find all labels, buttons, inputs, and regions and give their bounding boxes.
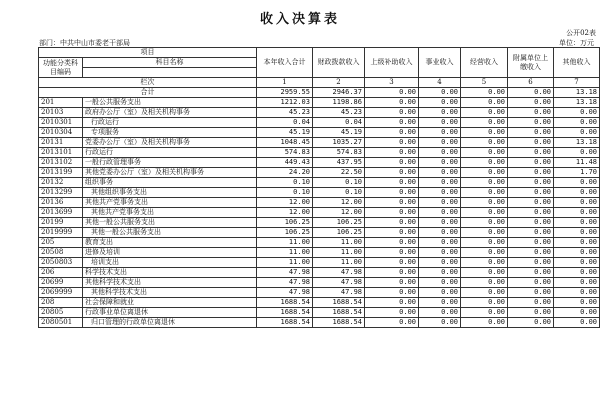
name-cell: 社会保障和就业 <box>83 298 257 308</box>
value-cell: 0.00 <box>508 248 554 258</box>
code-cell: 2013102 <box>39 158 83 168</box>
value-cell: 1688.54 <box>313 318 365 328</box>
value-cell: 0.00 <box>419 158 461 168</box>
value-cell: 0.00 <box>365 188 419 198</box>
name-cell: 一般公共服务支出 <box>83 98 257 108</box>
code-cell: 2080501 <box>39 318 83 328</box>
value-cell: 0.00 <box>554 148 600 158</box>
name-cell: 行政运行 <box>83 118 257 128</box>
value-cell: 0.00 <box>461 268 508 278</box>
code-cell: 206 <box>39 268 83 278</box>
value-cell: 0.00 <box>365 268 419 278</box>
value-cell: 1688.54 <box>313 308 365 318</box>
value-cell: 1688.54 <box>257 318 313 328</box>
code-cell: 2013101 <box>39 148 83 158</box>
value-cell: 0.00 <box>419 128 461 138</box>
value-cell: 0.00 <box>419 148 461 158</box>
value-cell: 1048.45 <box>257 138 313 148</box>
value-cell: 0.00 <box>461 298 508 308</box>
value-cell: 0.00 <box>419 258 461 268</box>
table-row <box>39 218 600 228</box>
value-cell: 0.00 <box>461 318 508 328</box>
value-cell: 0.00 <box>461 288 508 298</box>
code-cell: 2010304 <box>39 128 83 138</box>
total-cell: 0.00 <box>461 88 508 98</box>
table-row <box>39 278 600 288</box>
value-cell: 0.00 <box>508 208 554 218</box>
table-row <box>39 168 600 178</box>
department-label: 部门：中共中山市委老干部局 <box>39 39 130 47</box>
value-cell: 0.00 <box>419 288 461 298</box>
value-cell: 574.83 <box>257 148 313 158</box>
name-cell: 政府办公厅（室）及相关机构事务 <box>83 108 257 118</box>
code-cell: 20132 <box>39 178 83 188</box>
value-cell: 0.00 <box>365 308 419 318</box>
value-cell: 0.00 <box>419 138 461 148</box>
table-row <box>39 248 600 258</box>
name-header: 科目名称 <box>83 58 257 68</box>
value-cell: 0.00 <box>461 188 508 198</box>
value-cell: 1212.03 <box>257 98 313 108</box>
value-cell: 11.00 <box>257 238 313 248</box>
table-row <box>39 158 600 168</box>
code-cell: 2013199 <box>39 168 83 178</box>
value-cell: 0.00 <box>365 158 419 168</box>
unit-label: 单位：万元 <box>559 39 594 47</box>
value-cell: 0.10 <box>313 188 365 198</box>
value-cell: 11.00 <box>313 248 365 258</box>
code-cell: 20199 <box>39 218 83 228</box>
value-cell: 0.00 <box>508 138 554 148</box>
value-cell: 0.00 <box>554 298 600 308</box>
value-cell: 0.00 <box>508 198 554 208</box>
code-cell: 20131 <box>39 138 83 148</box>
code-cell: 20136 <box>39 198 83 208</box>
value-cell: 0.00 <box>508 118 554 128</box>
value-cell: 0.00 <box>508 188 554 198</box>
value-cell: 0.00 <box>461 168 508 178</box>
value-cell: 0.00 <box>554 308 600 318</box>
value-cell: 0.04 <box>257 118 313 128</box>
form-code: 公开02表 <box>566 29 596 37</box>
col-header: 其他收入 <box>554 48 600 78</box>
value-cell: 0.00 <box>365 238 419 248</box>
value-cell: 0.00 <box>365 318 419 328</box>
value-cell: 11.00 <box>313 258 365 268</box>
code-cell: 208 <box>39 298 83 308</box>
table-row <box>39 298 600 308</box>
value-cell: 0.00 <box>365 228 419 238</box>
value-cell: 0.00 <box>554 118 600 128</box>
name-cell: 一般行政管理事务 <box>83 158 257 168</box>
total-label: 合计 <box>39 88 257 98</box>
value-cell: 0.00 <box>554 208 600 218</box>
value-cell: 106.25 <box>313 228 365 238</box>
value-cell: 0.00 <box>419 98 461 108</box>
value-cell: 0.10 <box>313 178 365 188</box>
value-cell: 0.00 <box>461 148 508 158</box>
item-header: 项目 <box>39 48 257 58</box>
value-cell: 0.00 <box>419 238 461 248</box>
name-cell: 专项服务 <box>83 128 257 138</box>
value-cell: 1688.54 <box>257 298 313 308</box>
code-header: 功能分类科目编码 <box>39 58 83 78</box>
page-title: 收入决算表 <box>259 12 340 27</box>
value-cell: 0.00 <box>365 278 419 288</box>
code-cell: 2069999 <box>39 288 83 298</box>
value-cell: 47.98 <box>313 278 365 288</box>
value-cell: 0.00 <box>365 198 419 208</box>
code-cell: 2019999 <box>39 228 83 238</box>
col-number: 4 <box>419 78 461 88</box>
value-cell: 11.48 <box>554 158 600 168</box>
value-cell: 0.00 <box>365 178 419 188</box>
value-cell: 24.20 <box>257 168 313 178</box>
value-cell: 0.00 <box>554 108 600 118</box>
value-cell: 0.00 <box>554 178 600 188</box>
name-cell: 教育支出 <box>83 238 257 248</box>
value-cell: 1688.54 <box>257 308 313 318</box>
value-cell: 0.00 <box>461 108 508 118</box>
code-cell: 2050803 <box>39 258 83 268</box>
value-cell: 0.00 <box>554 128 600 138</box>
name-cell: 科学技术支出 <box>83 268 257 278</box>
value-cell: 0.00 <box>365 118 419 128</box>
name-cell: 其他组织事务支出 <box>83 188 257 198</box>
col-header: 本年收入合计 <box>257 48 313 78</box>
value-cell: 0.00 <box>508 98 554 108</box>
name-cell: 其他共产党事务支出 <box>83 208 257 218</box>
value-cell: 12.00 <box>257 208 313 218</box>
col-header: 事业收入 <box>419 48 461 78</box>
code-cell: 201 <box>39 98 83 108</box>
value-cell: 47.98 <box>257 278 313 288</box>
value-cell: 0.00 <box>461 208 508 218</box>
col-header: 财政拨款收入 <box>313 48 365 78</box>
table-row <box>39 238 600 248</box>
value-cell: 0.00 <box>508 178 554 188</box>
col-header: 上级补助收入 <box>365 48 419 78</box>
col-number: 1 <box>257 78 313 88</box>
value-cell: 0.10 <box>257 188 313 198</box>
name-cell: 培训支出 <box>83 258 257 268</box>
value-cell: 0.00 <box>554 288 600 298</box>
name-cell: 归口管理的行政单位离退休 <box>83 318 257 328</box>
value-cell: 0.00 <box>461 128 508 138</box>
value-cell: 574.83 <box>313 148 365 158</box>
value-cell: 0.00 <box>508 148 554 158</box>
value-cell: 0.00 <box>461 98 508 108</box>
value-cell: 47.98 <box>257 268 313 278</box>
value-cell: 0.00 <box>365 128 419 138</box>
value-cell: 22.50 <box>313 168 365 178</box>
value-cell: 0.00 <box>554 318 600 328</box>
value-cell: 0.00 <box>365 248 419 258</box>
value-cell: 0.00 <box>508 158 554 168</box>
value-cell: 106.25 <box>313 218 365 228</box>
value-cell: 106.25 <box>257 218 313 228</box>
value-cell: 0.00 <box>461 198 508 208</box>
value-cell: 0.00 <box>365 208 419 218</box>
total-cell: 0.00 <box>508 88 554 98</box>
col-number: 3 <box>365 78 419 88</box>
value-cell: 0.00 <box>419 248 461 258</box>
value-cell: 0.00 <box>508 268 554 278</box>
value-cell: 0.00 <box>419 228 461 238</box>
income-table <box>38 47 600 328</box>
value-cell: 0.00 <box>365 148 419 158</box>
value-cell: 45.19 <box>313 128 365 138</box>
value-cell: 1688.54 <box>313 298 365 308</box>
value-cell: 0.10 <box>257 178 313 188</box>
col-number: 2 <box>313 78 365 88</box>
value-cell: 0.00 <box>419 178 461 188</box>
col-number: 7 <box>554 78 600 88</box>
table-row <box>39 268 600 278</box>
value-cell: 47.98 <box>313 268 365 278</box>
code-cell: 2010301 <box>39 118 83 128</box>
table-row <box>39 318 600 328</box>
table-row <box>39 138 600 148</box>
value-cell: 0.00 <box>554 238 600 248</box>
col-header: 经营收入 <box>461 48 508 78</box>
value-cell: 0.00 <box>461 118 508 128</box>
table-row <box>39 258 600 268</box>
value-cell: 0.00 <box>554 198 600 208</box>
value-cell: 0.00 <box>461 138 508 148</box>
col-number: 5 <box>461 78 508 88</box>
table-row <box>39 128 600 138</box>
total-cell: 0.00 <box>365 88 419 98</box>
value-cell: 0.00 <box>461 218 508 228</box>
value-cell: 0.00 <box>365 98 419 108</box>
value-cell: 1035.27 <box>313 138 365 148</box>
value-cell: 0.00 <box>461 308 508 318</box>
value-cell: 1.70 <box>554 168 600 178</box>
value-cell: 0.00 <box>461 228 508 238</box>
value-cell: 0.00 <box>461 178 508 188</box>
value-cell: 0.00 <box>508 238 554 248</box>
value-cell: 0.00 <box>365 138 419 148</box>
table-row <box>39 148 600 158</box>
value-cell: 0.00 <box>554 258 600 268</box>
table-row <box>39 188 600 198</box>
value-cell: 0.00 <box>461 158 508 168</box>
value-cell: 11.00 <box>257 248 313 258</box>
value-cell: 45.23 <box>257 108 313 118</box>
total-cell: 2946.37 <box>313 88 365 98</box>
name-cell: 进修及培训 <box>83 248 257 258</box>
value-cell: 0.04 <box>313 118 365 128</box>
total-cell: 0.00 <box>419 88 461 98</box>
value-cell: 0.00 <box>419 168 461 178</box>
total-cell: 13.18 <box>554 88 600 98</box>
table-row <box>39 308 600 318</box>
name-cell: 行政运行 <box>83 148 257 158</box>
value-cell: 0.00 <box>419 268 461 278</box>
name-cell: 其他科学技术支出 <box>83 278 257 288</box>
value-cell: 12.00 <box>313 198 365 208</box>
value-cell: 13.18 <box>554 138 600 148</box>
value-cell: 0.00 <box>508 228 554 238</box>
value-cell: 47.98 <box>313 288 365 298</box>
value-cell: 0.00 <box>461 258 508 268</box>
lanci-header: 栏次 <box>39 78 257 88</box>
value-cell: 0.00 <box>365 258 419 268</box>
table-row <box>39 228 600 238</box>
table-row <box>39 98 600 108</box>
value-cell: 12.00 <box>313 208 365 218</box>
value-cell: 0.00 <box>419 208 461 218</box>
table-row <box>39 288 600 298</box>
value-cell: 0.00 <box>508 288 554 298</box>
value-cell: 13.18 <box>554 98 600 108</box>
value-cell: 0.00 <box>365 288 419 298</box>
value-cell: 0.00 <box>554 228 600 238</box>
value-cell: 0.00 <box>508 218 554 228</box>
value-cell: 0.00 <box>554 268 600 278</box>
value-cell: 45.23 <box>313 108 365 118</box>
value-cell: 0.00 <box>508 308 554 318</box>
value-cell: 47.98 <box>257 288 313 298</box>
col-number: 6 <box>508 78 554 88</box>
value-cell: 0.00 <box>419 198 461 208</box>
value-cell: 0.00 <box>554 278 600 288</box>
code-cell: 2013699 <box>39 208 83 218</box>
value-cell: 12.00 <box>257 198 313 208</box>
value-cell: 0.00 <box>508 298 554 308</box>
value-cell: 0.00 <box>508 278 554 288</box>
value-cell: 0.00 <box>461 248 508 258</box>
table-row <box>39 108 600 118</box>
value-cell: 0.00 <box>365 298 419 308</box>
code-cell: 205 <box>39 238 83 248</box>
table-row <box>39 178 600 188</box>
value-cell: 0.00 <box>365 108 419 118</box>
name-cell: 其他共产党事务支出 <box>83 198 257 208</box>
name-cell: 行政事业单位离退休 <box>83 308 257 318</box>
value-cell: 449.43 <box>257 158 313 168</box>
code-cell: 20699 <box>39 278 83 288</box>
name-cell: 其他科学技术支出 <box>83 288 257 298</box>
name-cell: 党委办公厅（室）及相关机构事务 <box>83 138 257 148</box>
value-cell: 0.00 <box>419 318 461 328</box>
value-cell: 106.25 <box>257 228 313 238</box>
value-cell: 0.00 <box>419 218 461 228</box>
total-cell: 2959.55 <box>257 88 313 98</box>
value-cell: 1198.86 <box>313 98 365 108</box>
value-cell: 0.00 <box>508 108 554 118</box>
value-cell: 0.00 <box>365 218 419 228</box>
code-cell: 20508 <box>39 248 83 258</box>
value-cell: 0.00 <box>508 128 554 138</box>
name-cell: 组织事务 <box>83 178 257 188</box>
value-cell: 0.00 <box>419 108 461 118</box>
value-cell: 0.00 <box>508 168 554 178</box>
value-cell: 0.00 <box>461 278 508 288</box>
name-cell: 其他一般公共服务支出 <box>83 228 257 238</box>
value-cell: 0.00 <box>419 308 461 318</box>
value-cell: 0.00 <box>365 168 419 178</box>
value-cell: 0.00 <box>419 278 461 288</box>
table-row <box>39 118 600 128</box>
name-cell: 其他党委办公厅（室）及相关机构事务 <box>83 168 257 178</box>
value-cell: 0.00 <box>554 248 600 258</box>
value-cell: 0.00 <box>419 118 461 128</box>
table-row <box>39 208 600 218</box>
value-cell: 0.00 <box>461 238 508 248</box>
code-cell: 2013299 <box>39 188 83 198</box>
value-cell: 11.00 <box>257 258 313 268</box>
value-cell: 437.95 <box>313 158 365 168</box>
value-cell: 0.00 <box>419 188 461 198</box>
table-row <box>39 198 600 208</box>
code-cell: 20805 <box>39 308 83 318</box>
value-cell: 45.19 <box>257 128 313 138</box>
value-cell: 11.00 <box>313 238 365 248</box>
value-cell: 0.00 <box>508 318 554 328</box>
value-cell: 0.00 <box>419 298 461 308</box>
name-cell: 其他一般公共服务支出 <box>83 218 257 228</box>
value-cell: 0.00 <box>508 258 554 268</box>
value-cell: 0.00 <box>554 218 600 228</box>
code-cell: 20103 <box>39 108 83 118</box>
value-cell: 0.00 <box>554 188 600 198</box>
col-header: 附属单位上缴收入 <box>508 48 554 78</box>
total-row <box>39 88 600 98</box>
